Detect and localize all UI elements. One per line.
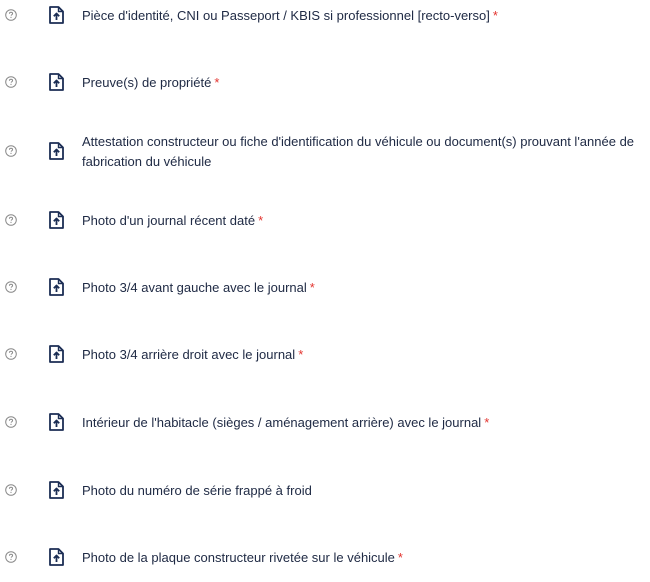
file-upload-icon[interactable]: [49, 548, 64, 566]
required-marker: *: [298, 347, 304, 362]
question-circle-icon[interactable]: [5, 484, 17, 496]
document-name: Photo d'un journal récent daté: [82, 213, 256, 228]
list-item: [0, 201, 650, 241]
question-circle-icon[interactable]: [5, 214, 17, 226]
list-item: [0, 63, 650, 103]
list-item: [0, 403, 650, 443]
question-circle-icon[interactable]: [5, 145, 17, 157]
required-marker: *: [309, 280, 315, 295]
document-label: [82, 413, 642, 433]
document-name: Intérieur de l'habitacle (sièges / aménagement arrière) avec le journal: [82, 415, 482, 430]
question-circle-icon[interactable]: [5, 76, 17, 88]
question-circle-icon[interactable]: [5, 416, 17, 428]
document-label: [82, 132, 642, 172]
question-circle-icon[interactable]: [5, 281, 17, 293]
document-name: Attestation constructeur ou fiche d'identification du véhicule ou document(s) prouvant l'année de fabrication du véhicule: [82, 134, 635, 169]
document-name: Photo 3/4 arrière droit avec le journal: [82, 347, 296, 362]
document-name: Preuve(s) de propriété: [82, 75, 212, 90]
list-item: [0, 471, 650, 511]
file-upload-icon[interactable]: [49, 345, 64, 363]
file-upload-icon[interactable]: [49, 211, 64, 229]
document-label: [82, 481, 642, 501]
required-marker: *: [492, 8, 498, 23]
document-label: [82, 548, 642, 568]
document-label: [82, 278, 642, 298]
required-marker: *: [214, 75, 220, 90]
document-name: Pièce d'identité, CNI ou Passeport / KBIS si professionnel [recto-verso]: [82, 8, 490, 23]
question-circle-icon[interactable]: [5, 551, 17, 563]
document-label: [82, 211, 642, 231]
list-item: [0, 0, 650, 36]
document-name: Photo de la plaque constructeur rivetée sur le véhicule: [82, 550, 395, 565]
document-name: Photo du numéro de série frappé à froid: [82, 483, 312, 498]
list-item: [0, 268, 650, 308]
list-item: [0, 132, 650, 172]
file-upload-icon[interactable]: [49, 413, 64, 431]
required-marker: *: [258, 213, 264, 228]
document-name: Photo 3/4 avant gauche avec le journal: [82, 280, 307, 295]
required-marker: *: [484, 415, 490, 430]
document-label: [82, 6, 642, 26]
file-upload-icon[interactable]: [49, 6, 64, 24]
question-circle-icon[interactable]: [5, 9, 17, 21]
list-item: [0, 538, 650, 578]
list-item: [0, 335, 650, 375]
file-upload-icon[interactable]: [49, 142, 64, 160]
file-upload-icon[interactable]: [49, 278, 64, 296]
document-label: [82, 73, 642, 93]
document-label: [82, 345, 642, 365]
question-circle-icon[interactable]: [5, 348, 17, 360]
required-marker: *: [397, 550, 403, 565]
file-upload-icon[interactable]: [49, 73, 64, 91]
file-upload-icon[interactable]: [49, 481, 64, 499]
